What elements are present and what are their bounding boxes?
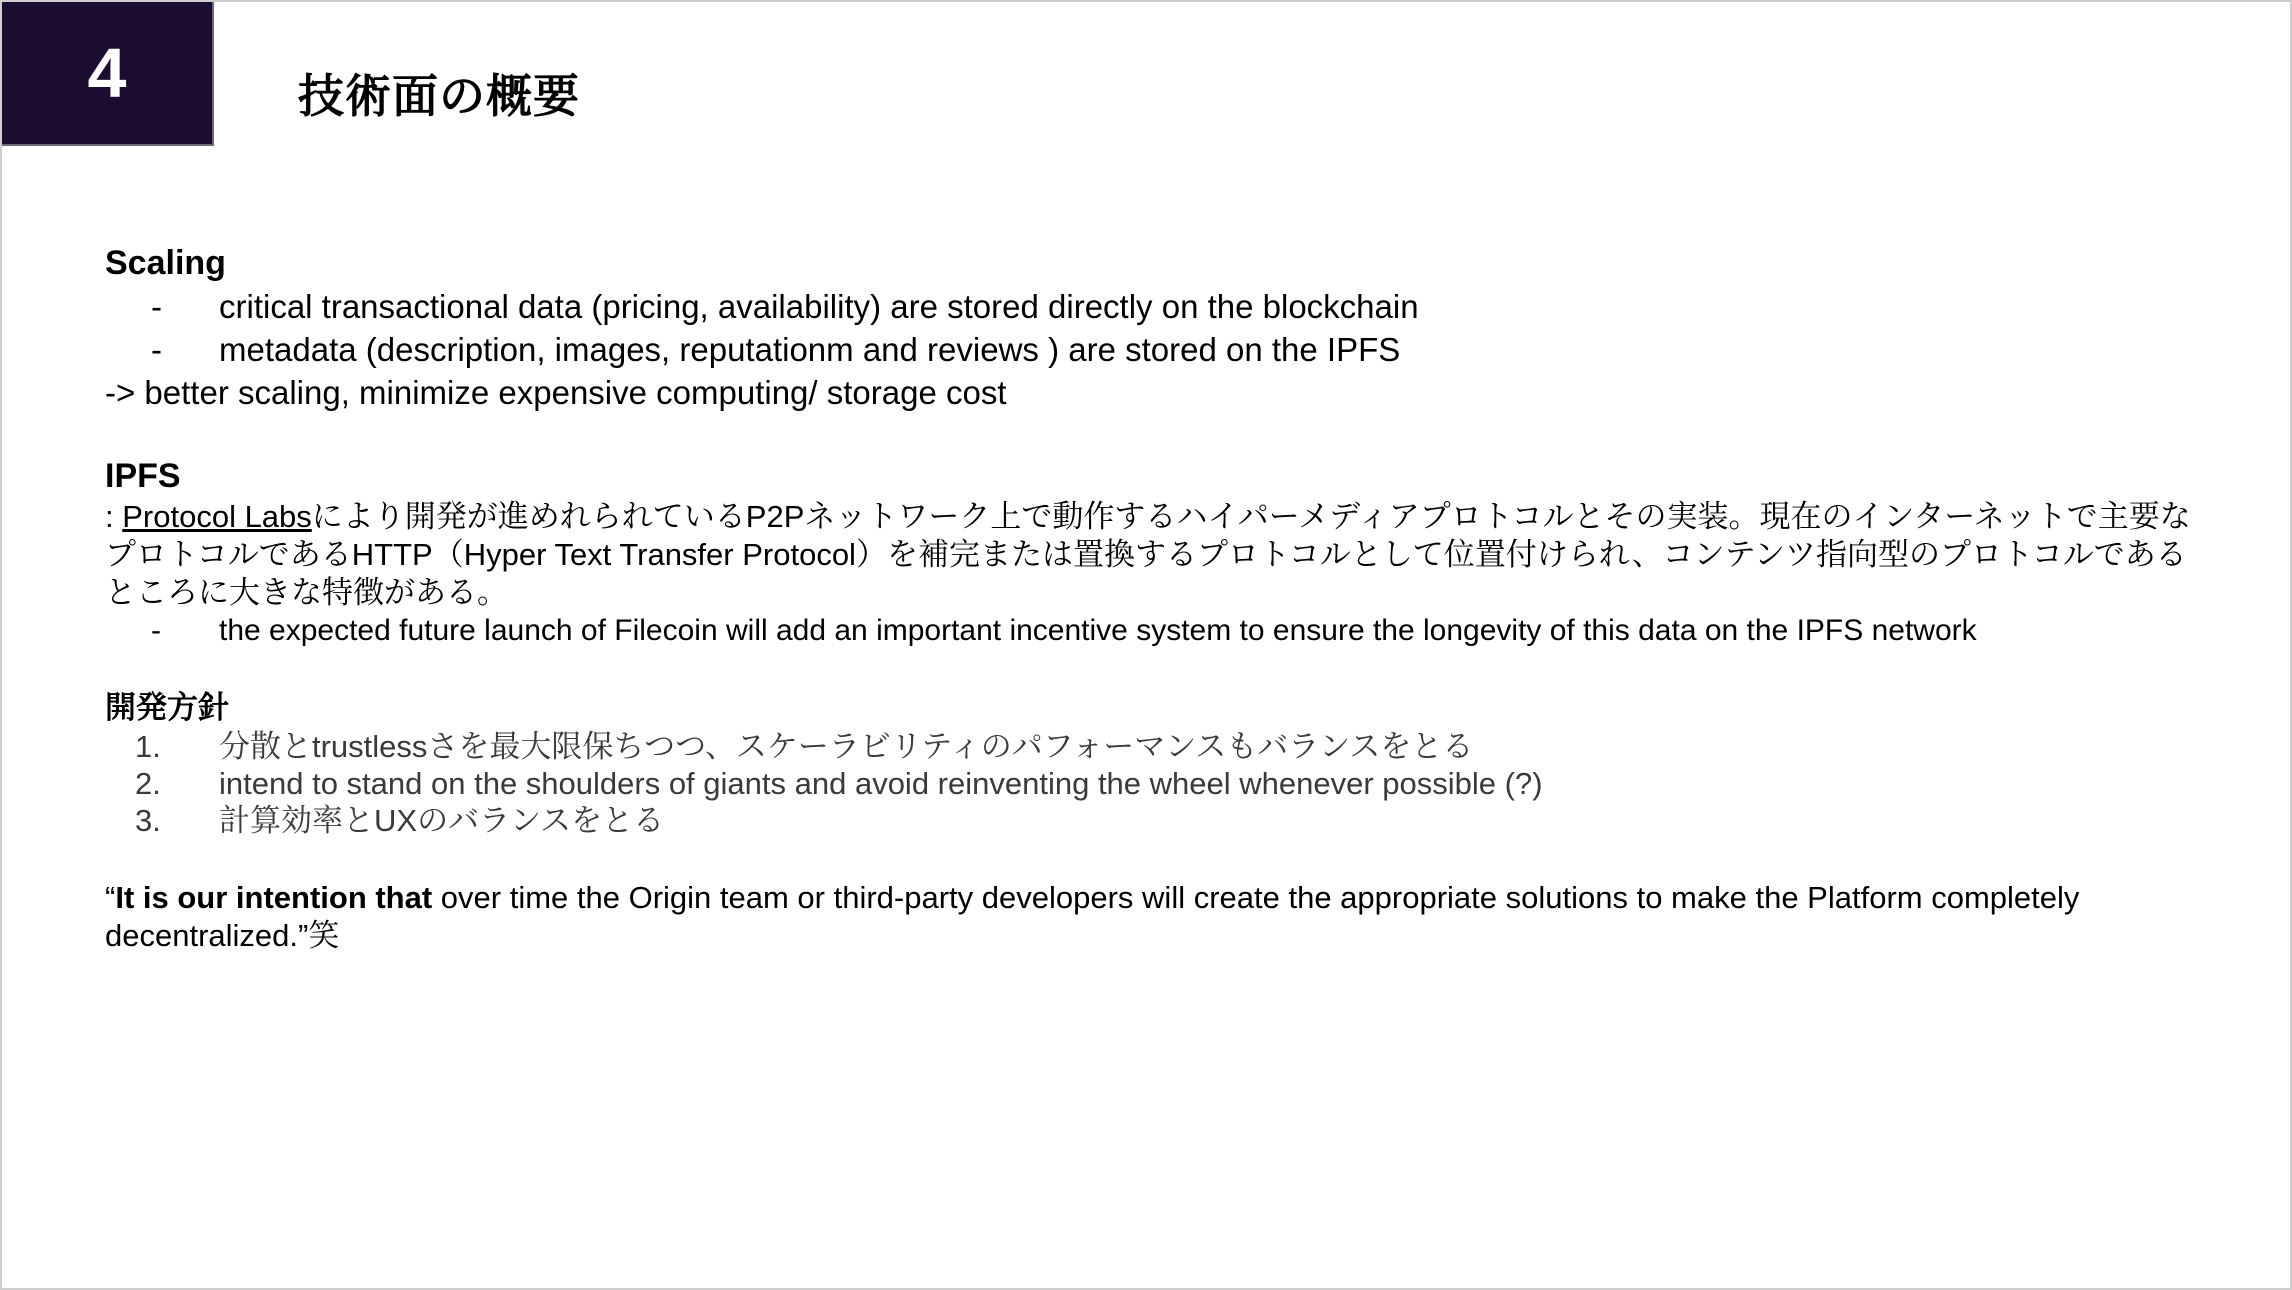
slide-number-badge	[2, 2, 214, 146]
scaling-conclusion: -> better scaling, minimize expensive computing/ storage cost	[105, 374, 1007, 411]
policy-item	[105, 802, 2205, 839]
policy-item-number: 1.	[135, 729, 161, 764]
origin-quote	[105, 879, 2185, 955]
slide-number: 4	[87, 34, 127, 112]
slide-body	[105, 242, 2205, 955]
ipfs-description	[105, 498, 2195, 612]
scaling-bullet	[105, 285, 2205, 328]
scaling-heading: Scaling	[105, 244, 226, 282]
quote-bold-part: It is our intention that	[115, 880, 433, 915]
slide-title: 技術面の概要	[298, 70, 580, 122]
policy-heading: 開発方針	[105, 690, 229, 725]
ipfs-bullet	[105, 612, 2205, 650]
bullet-mark: -	[151, 288, 162, 325]
policy-item-number: 2.	[135, 766, 161, 801]
ipfs-bullet-text: the expected future launch of Filecoin will add an important incentive system to ensure the longevity of this data on the IPFS network	[219, 614, 1977, 647]
bullet-mark: -	[151, 614, 161, 647]
scaling-bullet-text: metadata (description, images, reputationm and reviews ) are stored on the IPFS	[219, 331, 1401, 368]
quote-open-mark: “	[105, 880, 116, 915]
scaling-bullet-text: critical transactional data (pricing, availability) are stored directly on the blockchain	[219, 288, 1419, 325]
quote-rest: over time the Origin team or third-party developers will create the appropriate solutions to make the Platform completely decentralized.”笑	[105, 880, 2080, 953]
ipfs-description-text: により開発が進めれられているP2Pネットワーク上で動作するハイパーメディアプロトコルとその実装。現在のインターネットで主要なプロトコルであるHTTP（Hyper Text Transfer Protocol）を補完または置換するプロトコルとして位置付けられ、コンテンツ指向型のプロトコルであるところに大きな特徴がある。	[105, 499, 2191, 610]
protocol-labs-link[interactable]: Protocol Labs	[122, 499, 312, 534]
policy-item-number: 3.	[135, 803, 161, 838]
bullet-mark: -	[151, 331, 162, 368]
policy-item	[105, 765, 2205, 802]
policy-item-text: intend to stand on the shoulders of giants and avoid reinventing the wheel whenever possible (?)	[219, 766, 1543, 801]
policy-item-text: 計算効率とUXのバランスをとる	[219, 803, 665, 838]
ipfs-prefix: :	[105, 499, 123, 534]
policy-item-text: 分散とtrustlessさを最大限保ちつつ、スケーラビリティのパフォーマンスもバランスをとる	[219, 729, 1474, 764]
scaling-bullet	[105, 328, 2205, 371]
policy-item	[105, 728, 2205, 765]
ipfs-heading: IPFS	[105, 457, 181, 495]
